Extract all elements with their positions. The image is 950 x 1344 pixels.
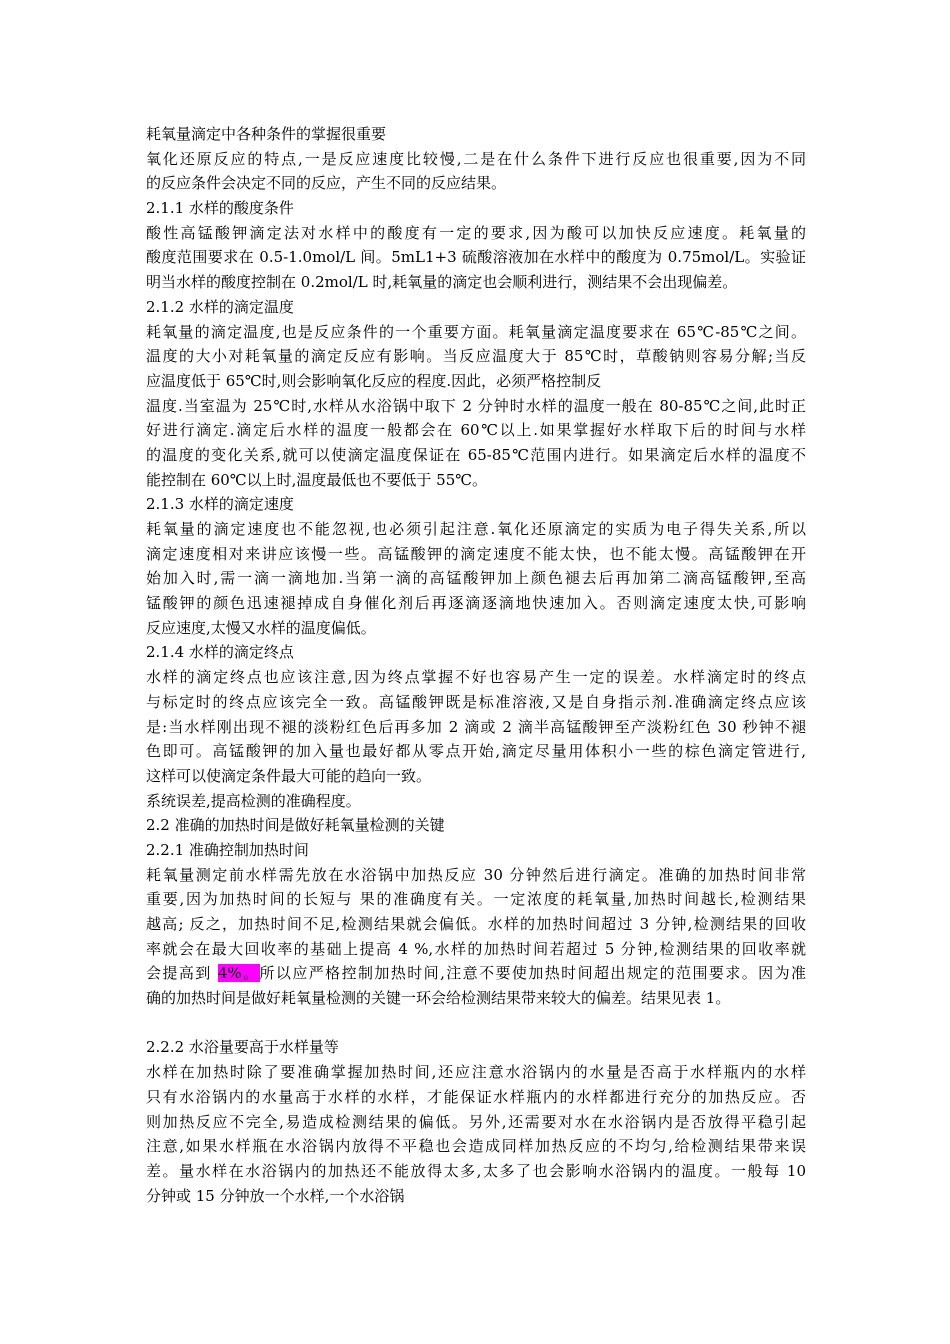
paragraph-line: 差。量水样在水浴锅内的加热还不能放得太多,太多了也会影响水浴锅内的温度。一般每 10 <box>146 1161 806 1180</box>
paragraph-line: 注意,如果水样瓶在水浴锅内放得不平稳也会造成同样加热反应的不均匀,给检测结果带来误 <box>146 1137 806 1156</box>
paragraph-line: 温度.当室温为 25℃时,水样从水浴锅中取下 2 分钟时水样的温度一般在 80-85℃之间,此时正 <box>146 396 806 415</box>
paragraph-line: 系统误差,提高检测的准确程度。 <box>146 791 361 810</box>
paragraph-line: 水样在加热时除了要准确掌握加热时间,还应注意水浴锅内的水量是否高于水样瓶内的水样 <box>146 1063 806 1082</box>
paragraph-line: 是:当水样刚出现不褪的淡粉红色后再多加 2 滴或 2 滴半高锰酸钾至产淡粉红色 30 秒钟不褪 <box>146 717 806 736</box>
paragraph-line: 确的加热时间是做好耗氧量检测的关键一环会给检测结果带来较大的偏差。结果见表 1。 <box>146 989 731 1008</box>
paragraph-line-highlighted <box>146 961 806 986</box>
blank-line <box>146 1011 806 1036</box>
paragraph-line: 耗氧量测定前水样需先放在水浴锅中加热反应 30 分钟然后进行滴定。准确的加热时间非常 <box>146 865 806 884</box>
paragraph-line: 始加入时,需一滴一滴地加.当第一滴的高锰酸钾加上颜色褪去后再加第二滴高锰酸钾,至高 <box>146 569 806 588</box>
paragraph-line: 滴定速度相对来讲应该慢一些。高锰酸钾的滴定速度不能太快，也不能太慢。高锰酸钾在开 <box>146 544 806 563</box>
paragraph-line: 耗氧量的滴定速度也不能忽视,也必须引起注意.氧化还原滴定的实质为电子得失关系,所以 <box>146 520 806 538</box>
text-run: 会提高到 <box>146 964 218 983</box>
document-title: 耗氧量滴定中各种条件的掌握很重要 <box>146 125 387 143</box>
paragraph-line: 的温度的变化关系,就可以使滴定温度保证在 65-85℃范围内进行。如果滴定后水样的温度不 <box>146 445 806 464</box>
section-heading-2-2-1: 2.2.1 准确控制加热时间 <box>146 840 309 859</box>
paragraph-line: 只有水浴锅内的水量高于水样的水样，才能保证水样瓶内的水样都进行充分的加热反应。否 <box>146 1087 806 1106</box>
paragraph-line: 酸度范围要求在 0.5-1.0mol/L 间。5mL1+3 硫酸溶液加在水样中的酸度为 0.75mol/L。实验证 <box>146 248 806 267</box>
paragraph-line: 耗氧量的滴定温度,也是反应条件的一个重要方面。耗氧量滴定温度要求在 65℃-85℃之间。 <box>146 322 806 341</box>
paragraph-line: 色即可。高锰酸钾的加入量也最好都从零点开始,滴定尽量用体积小一些的棕色滴定管进行, <box>146 742 806 761</box>
paragraph-line: 应温度低于 65℃时,则会影响氧化反应的程度.因此，必须严格控制反 <box>146 371 602 390</box>
highlighted-text: 4%。 <box>217 964 260 983</box>
paragraph-line: 分钟或 15 分钟放一个水样,一个水浴锅 <box>146 1186 405 1205</box>
paragraph-line: 率就会在最大回收率的基础上提高 4 %,水样的加热时间若超过 5 分钟,检测结果的回收率就 <box>146 939 806 958</box>
intro-line: 的反应条件会决定不同的反应，产生不同的反应结果。 <box>146 174 507 193</box>
paragraph-line: 水样的滴定终点也应该注意,因为终点掌握不好也容易产生一定的误差。水样滴定时的终点 <box>146 668 806 687</box>
section-heading-2-1-1: 2.1.1 水样的酸度条件 <box>146 199 294 218</box>
paragraph-line: 酸性高锰酸钾滴定法对水样中的酸度有一定的要求,因为酸可以加快反应速度。耗氧量的 <box>146 223 806 242</box>
document-page <box>146 122 806 1208</box>
paragraph-line: 越高; 反之，加热时间不足,检测结果就会偏低。水样的加热时间超过 3 分钟,检测结果的回收 <box>146 915 806 933</box>
paragraph-line: 与标定时的终点应该完全一致。高锰酸钾既是标准溶液,又是自身指示剂.准确滴定终点应该 <box>146 692 806 711</box>
paragraph-line: 锰酸钾的颜色迅速褪掉成自身催化剂后再逐滴逐滴地快速加入。否则滴定速度太快,可影响 <box>146 594 806 613</box>
paragraph-line: 这样可以使滴定条件最大可能的趋向一致。 <box>146 766 432 785</box>
section-heading-2-2-2: 2.2.2 水浴量要高于水样量等 <box>146 1038 339 1057</box>
paragraph-line: 则加热反应不完全,易造成检测结果的偏低。另外,还需要对水在水浴锅内是否放得平稳引起 <box>146 1112 806 1131</box>
paragraph-line: 重要,因为加热时间的长短与 果的准确度有关。一定浓度的耗氧量,加热时间越长,检测结果 <box>146 890 806 909</box>
section-heading-2-1-4: 2.1.4 水样的滴定终点 <box>146 643 294 662</box>
section-heading-2-1-2: 2.1.2 水样的滴定温度 <box>146 297 294 316</box>
section-heading-2-2: 2.2 准确的加热时间是做好耗氧量检测的关键 <box>146 816 445 835</box>
text-run: 所以应严格控制加热时间,注意不要使加热时间超出规定的范围要求。因为准 <box>259 964 807 983</box>
paragraph-line: 能控制在 60℃以上时,温度最低也不要低于 55℃。 <box>146 470 488 489</box>
section-heading-2-1-3: 2.1.3 水样的滴定速度 <box>146 495 294 514</box>
paragraph-line: 温度的大小对耗氧量的滴定反应有影响。当反应温度大于 85℃时，草酸钠则容易分解;当反 <box>146 347 806 366</box>
paragraph-line: 好进行滴定.滴定后水样的温度一般都会在 60℃以上.如果掌握好水样取下后的时间与水样 <box>146 421 806 440</box>
paragraph-line: 明当水样的酸度控制在 0.2mol/L 时,耗氧量的滴定也会顺利进行，测结果不会出现偏差。 <box>146 273 738 292</box>
paragraph-line: 反应速度,太慢又水样的温度偏低。 <box>146 618 376 637</box>
intro-line: 氧化还原反应的特点,一是反应速度比较慢,二是在什么条件下进行反应也很重要,因为不同 <box>146 149 806 168</box>
